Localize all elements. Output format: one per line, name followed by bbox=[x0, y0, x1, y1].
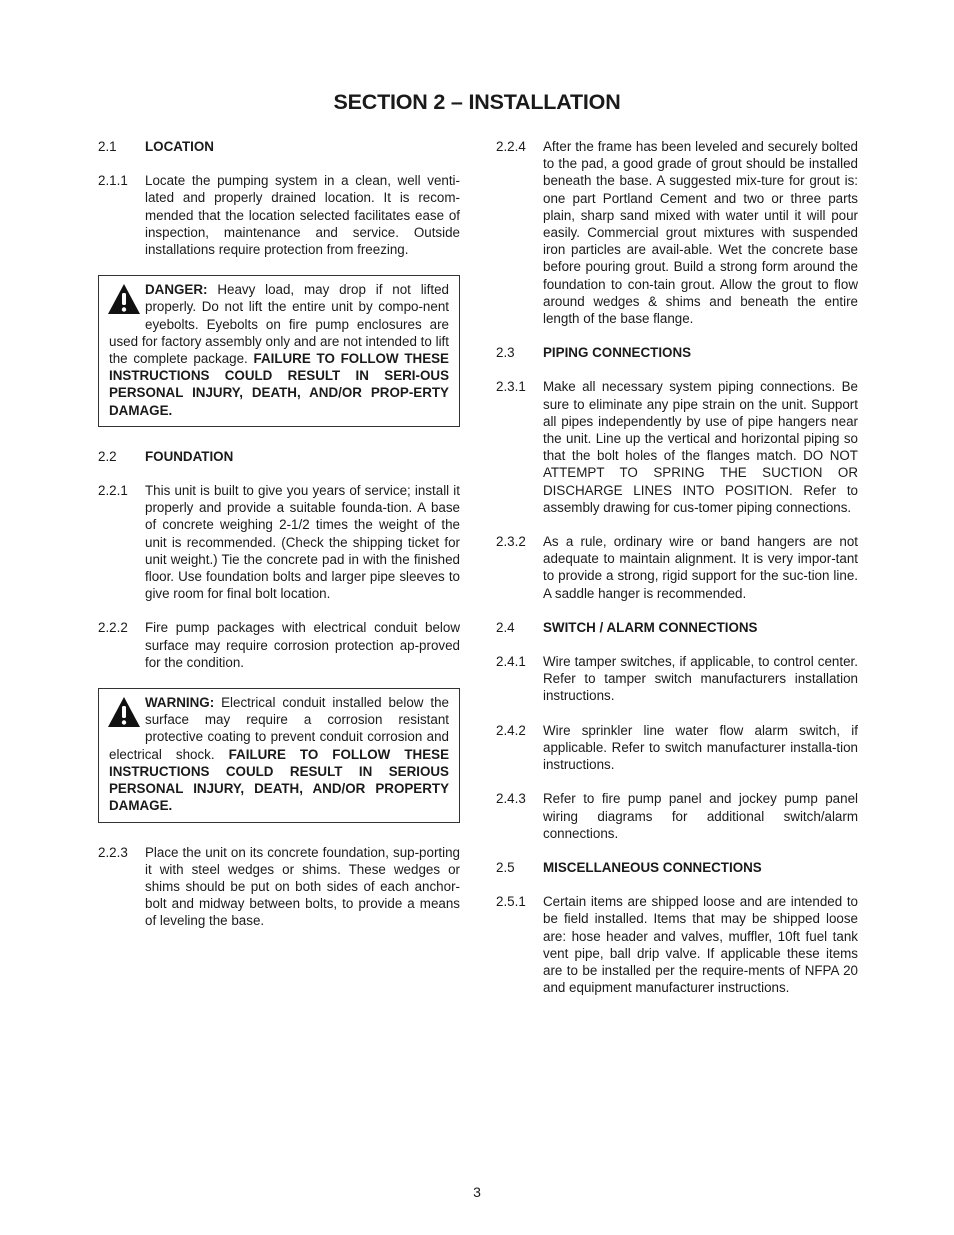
warning-triangle-icon bbox=[107, 282, 141, 316]
section-label: PIPING CONNECTIONS bbox=[543, 345, 692, 361]
paragraph-number: 2.3.2 bbox=[496, 534, 526, 550]
section-label: LOCATION bbox=[145, 139, 214, 154]
paragraph-2-3-2 bbox=[496, 533, 858, 602]
paragraph-2-1-1 bbox=[98, 172, 460, 258]
section-number: 2.4 bbox=[496, 619, 515, 635]
section-heading-foundation bbox=[98, 448, 460, 465]
paragraph-text: Refer to fire pump panel and jockey pump panel wiring diagrams for additional switch/alarm connections. bbox=[543, 791, 858, 841]
section-label: MISCELLANEOUS CONNECTIONS bbox=[543, 859, 762, 875]
danger-consequence: FAILURE TO FOLLOW THESE INSTRUCTIONS COULD RESULT IN SERI-OUS PERSONAL INJURY, DEATH, AND/OR PROP-ERTY DAMAGE. bbox=[109, 351, 449, 418]
section-heading-miscellaneous bbox=[496, 859, 858, 876]
paragraph-text: Make all necessary system piping connections. Be sure to eliminate any pipe strain on the unit. Support all pipes independently by use of pipe hangers near the unit. Line up the vertical and horizontal piping so that the bolt holes of the flanges match. DO NOT ATTEMPT TO SPRING THE SUCTION OR DISCHARGE LINES INTO POSITION. Refer to assembly drawing for cus-tomer piping connections. bbox=[543, 379, 858, 515]
left-column bbox=[98, 138, 460, 947]
paragraph-number: 2.5.1 bbox=[496, 894, 526, 910]
paragraph-text: Locate the pumping system in a clean, well venti-lated and properly drained location. It is recom-mended that the location selected facilitates ease of inspection, maintenance and service. Outside installations require protection from freezing. bbox=[145, 173, 460, 258]
paragraph-text: Certain items are shipped loose and are intended to be field installed. Items that may be shipped loose are: hose header and valves, muffler, 10ft fuel tank vent pipe, ball drip valve. If applicable these items are to be installed per the require-ments of NFPA 20 and equipment manufacturer instructions. bbox=[543, 894, 858, 996]
section-heading-switch-alarm bbox=[496, 619, 858, 636]
paragraph-number: 2.4.3 bbox=[496, 791, 526, 807]
paragraph-2-5-1 bbox=[496, 893, 858, 996]
paragraph-2-4-2 bbox=[496, 722, 858, 774]
section-number: 2.5 bbox=[496, 859, 515, 875]
right-column bbox=[496, 138, 858, 1013]
paragraph-number: 2.2.1 bbox=[98, 483, 128, 499]
section-number: 2.1 bbox=[98, 139, 117, 154]
warning-notice bbox=[98, 688, 460, 822]
paragraph-number: 2.3.1 bbox=[496, 379, 526, 395]
paragraph-number: 2.4.2 bbox=[496, 722, 526, 738]
section-number: 2.2 bbox=[98, 448, 117, 464]
paragraph-text: Place the unit on its concrete foundation, sup-porting it with steel wedges or shims. These wedges or shims should be put on both sides of each anchor-bolt and midway between bolts, to provide a means of leveling the base. bbox=[145, 844, 460, 929]
paragraph-text: As a rule, ordinary wire or band hangers are not adequate to maintain alignment. It is very impor-tant to provide a strong, rigid support for the suc-tion line. A saddle hanger is recommended. bbox=[543, 534, 858, 601]
warning-triangle-icon bbox=[107, 695, 141, 729]
paragraph-2-3-1 bbox=[496, 378, 858, 516]
paragraph-2-2-1 bbox=[98, 482, 460, 602]
paragraph-number: 2.1.1 bbox=[98, 173, 128, 189]
paragraph-number: 2.2.3 bbox=[98, 844, 128, 860]
page-title: SECTION 2 – INSTALLATION bbox=[333, 90, 621, 114]
section-number: 2.3 bbox=[496, 345, 515, 361]
danger-text: Heavy load, may drop if not lifted properly. Do not lift the entire unit by compo-nent eyebolts. Eyebolts on fire pump enclosures are used for factory assembly only and are not intended to lift the complete package. bbox=[109, 282, 449, 367]
danger-label: DANGER: bbox=[145, 282, 208, 298]
paragraph-text: After the frame has been leveled and securely bolted to the pad, a good grade of grout should be installed beneath the base. A suggested mix-ture for grout is: one part Portland Cement and two or three parts plain, sharp sand mixed with water until it will pour easily. Commercial grout mixtures with suspended iron particles are avail-able. Wet the concrete base before pouring grout. Build a strong form around the foundation to con-tain grout. Allow the grout to flow around wedges & shims and beneath the entire length of the base flange. bbox=[543, 139, 858, 327]
section-heading-location bbox=[98, 138, 460, 155]
danger-notice bbox=[98, 275, 460, 427]
paragraph-2-4-1 bbox=[496, 653, 858, 705]
paragraph-number: 2.2.2 bbox=[98, 620, 128, 636]
section-label: FOUNDATION bbox=[145, 448, 234, 464]
warning-text: Electrical conduit installed below the surface may require a corrosion resistant protective coating to prevent conduit corrosion and electrical shock. bbox=[109, 695, 449, 762]
paragraph-text: Fire pump packages with electrical conduit below surface may require corrosion protection ap-proved for the condition. bbox=[145, 620, 460, 670]
warning-consequence: FAILURE TO FOLLOW THESE INSTRUCTIONS COULD RESULT IN SERIOUS PERSONAL INJURY, DEATH, AND/OR PROPERTY DAMAGE. bbox=[109, 746, 449, 814]
paragraph-number: 2.2.4 bbox=[496, 139, 526, 154]
paragraph-text: Wire sprinkler line water flow alarm switch, if applicable. Refer to switch manufacturer installa-tion instructions. bbox=[543, 722, 858, 773]
paragraph-number: 2.4.1 bbox=[496, 654, 526, 670]
warning-label: WARNING: bbox=[145, 695, 215, 711]
paragraph-text: This unit is built to give you years of service; install it properly and provide a suitable founda-tion. A base of concrete weighing 2-1/2 times the weight of the unit is recommended. (Check the shipping ticket for unit weight.) Tie the concrete pad in with the finished floor. Use foundation bolts and larger pipe sleeves to give room for final bolt location. bbox=[145, 483, 460, 602]
section-label: SWITCH / ALARM CONNECTIONS bbox=[543, 619, 758, 635]
paragraph-2-2-3 bbox=[98, 844, 460, 930]
paragraph-2-2-2 bbox=[98, 619, 460, 671]
paragraph-text: Wire tamper switches, if applicable, to control center. Refer to tamper switch manufacturers installation instructions. bbox=[543, 654, 858, 704]
page-number: 3 bbox=[473, 1184, 481, 1200]
paragraph-2-4-3 bbox=[496, 790, 858, 842]
section-heading-piping bbox=[496, 344, 858, 361]
paragraph-2-2-4 bbox=[496, 138, 858, 327]
